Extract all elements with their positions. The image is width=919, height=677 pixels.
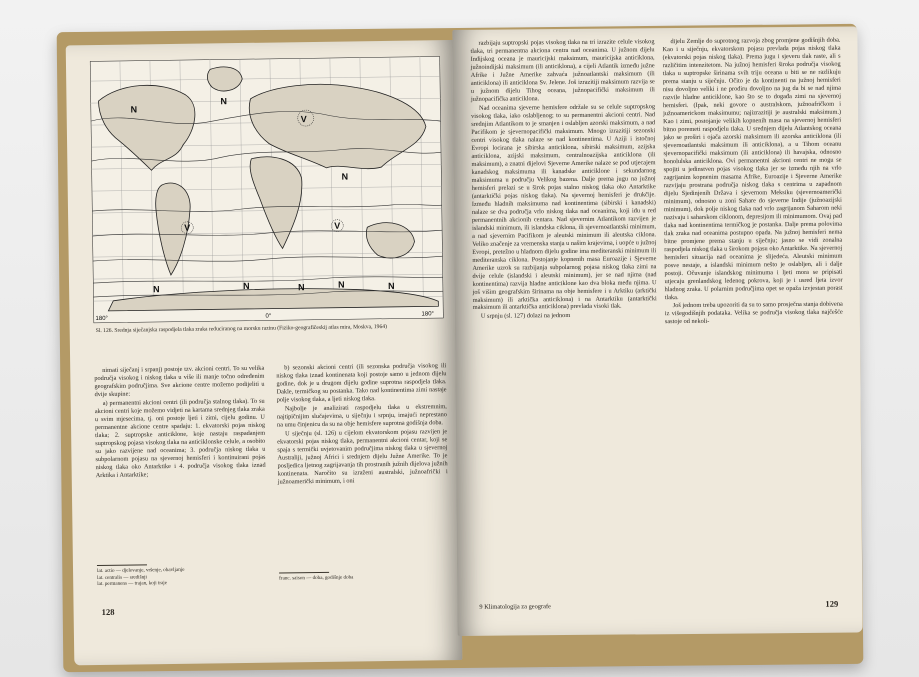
figure-caption: Sl. 126. Srednja siječanjska raspodjela tlaka zraka reduciranog na morsku razinu (Fiziko-geografičeskij atlas mira, Moskva, 1964) <box>95 323 387 335</box>
longitude-label: 180° <box>421 311 434 318</box>
page-number-left: 128 <box>101 606 115 618</box>
pressure-letter: N <box>220 96 228 107</box>
paragraph: U siječnju (sl. 126) u cijelom ekvatorskom pojasu razvijen je ekvatorski pojas niskog tlaka, permanentni akcioni centar, koji se spaja s termički uvjetovanim područjima niskog tlaka u sjevernoj Australiji, južnoj Africi i srednjem dijelu Južne Amerike. To je posljedica ljetnog zagrijavanja tih prostranih južnih dijelova južnih kontinenata. Naročito su izraženi australski, južnoafrički i južnoamerički minimum, i oni <box>277 428 448 486</box>
paragraph: U srpnju (sl. 127) dolazi na jednom <box>480 312 571 321</box>
pressure-letter: N <box>130 104 138 115</box>
page-number-right: 129 <box>825 598 839 609</box>
paragraph: razbijaju suptropski pojas visokog tlaka na tri izrazite celule visokog tlaka, tri permanentna akciona centra nad oceanima. U južnom dijelu Indijskog oceana je mauricijski maksimum, mauricijska anticiklona, južnoindijski maksimum (ili anticiklona), a cijeli Atlantik između južne Afrike i Južne Amerike zahvaća južnoatlantski maksimum (ili anticiklona) ili anticiklona Sv. Jelene. Još izrazitiji maksimum razvija se u južnom dijelu Tihog oceana, južnopacifički maksimum ili južnopacifička anticiklona. <box>470 38 655 103</box>
paragraph: dijelu Zemlje do suprotnog razvoja zbog promjene godišnjih doba. Kao i u siječnju, ekvatorskom pojasu prevlada pojas niskog tlaka (ekvatorski pojas niskog tlaka). Prema jugu i sjeveru tlak raste, ali s različitim intenzitetom. Na južnoj hemisferi široka područja visokog tlaka u suptropske širinama svih triju oceana u biti se ne razlikuju prema stanju u siječnju. Očito je da kontinenti na južnoj hemisferi nisu dovoljno veliki i ne prodiru dovoljno na jug da bi se nad njima razvile hladne anticiklone, kao što se to događa zimi na sjevernoj hemisferi. (Ipak, neki govore o australskom, južnoafričkom i južnoamerickom maksimumu; najizrazitiji je australski maksimum.) Kao i zimi, postojanje velikih kopnenih masa na sjevernoj hemisferi bitno poremeti raspodjelu tlaka. U srednjem dijelu Atlantskog oceana jako se proširi i ojača azorski maksimum ili azorska anticiklona (ili sjevernoatlantski maksimum ili anticiklona), a u Tihom oceanu sjevernopacifički maksimum (ili anticiklona) ili havajska, odnosno honolulska anticiklona. Ovi permanentni akcioni centri ne mogu se spojiti u jedinstven pojas visokog tlaka jer se između njih na vrlo zagrijanim kopnenim masama Afrike, Euroazije i Sjeverne Amerike razvijaju prostrana područja niskog tlaka s centrima u zapadnom dijelu Sjedinjenih Država i sjevernom Meksiku (sjevernoamerički minimum), odnosno u zoni Sahare do sjeverne Indije (južnoazijski minimum), dok polje niskog tlaka nad vrlo zagrijanom Saharom neki nazivaju i saharskom ciklonom, depresijom ili minimumom. Ovaj pad tlaka nad kontinentima termičkog je postanka. Dalje prema polovima tlak zraka nad oceanima postupno opada. Na južnoj hemisferi nema bitne promjene prema stanju u siječnju; jasno se vidi zonalna raspodjela niskog tlaka u širokom pojasu oko Antarktike. Na sjevernoj hemisferi situacija nad oceanima je slijedeća. Aleutski minimum posve nestaje, a islandski minimum nešto je oslabljen, ali i dalje postoji. Očuvanje islandskog minimuma i ljeti mora se pripisati utjecaju grenlandskog ledenog pokrova, koji je i usred ljeta izvor hladnog zraka. U polarnim područjima opet se opaža izvjestan porast tlaka. <box>662 36 843 301</box>
pressure-letter: V <box>334 220 341 231</box>
pressure-letter: V <box>300 114 307 125</box>
paragraph: Nad oceanima sjeverne hemisfere održale su se celule suptropskog visokog tlaka, iako oslabljenog; to su permanentni akcioni centri. Nad srednjim Atlantikom to je smanjen i oslabljen azorski maksimum, a nad Pacifikom je sjevernopacifički maksimum. Mnogo izrazitiji sezonski centri visokog tlaka nalaze se nad kontinentima. U Aziji i istočnoj Evropi locirana je sibirska anticiklona, sibirski maksimum, azijska anticiklona, azijski maksimum, centralnoazijska anticiklona (ili maksimum), a znatni dijelovi Sjeverne Amerike nalaze se pod utjecajem kanadskog maksimuma ili kanadske anticiklone i sekundarnog maksimuma u području Velikog bazena. Dalje prema jugu na južnoj hemisferi prelazi se u širok pojas stalno niskog tlaka oko Antarktike (antarktički pojas niskog tlaka). Na sjevernoj hemisferi je drukčije. Između hladnih maksimuma nad kontinentima (sibirski i kanadski) nalaze se dva područja vrlo niskog tlaka nad oceanima, koji idu u red permanentnih akcionih centara. Nad sjevernim Atlantikom razvijen je islandski minimum, ili islandska ciklona, ili sjevernoatlantski minimum, a nad sjevernim Pacifikom je aleutski minimum ili aleutska ciklona. Veliko značenje za vremenska stanja u našim krajevima, i uopće u južnoj Evropi, pretežno u hladnom dijelu godine ima mediteranski minimum ili mediteranska ciklona. Postojanje kopnenih masa Euroazije i Sjeverne Amerike uzrok su razbijanja subpolarnog pojasa niskog tlaka zimi na dvije celule (islandski i aleutski minimum), jer se nad njima (nad kontinentima) razvija hladne anticiklone kao dva bloka među njima. U još višim geografskim širinama na obje hemisfere i u Arktiku (arktički maksimum) ili arktička anticiklona) i na Antarktiku (antarktički maksimum ili antarktička anticiklona) prevlada visoki tlak. <box>471 103 657 312</box>
longitude-label: 180° <box>95 315 108 323</box>
footnote: lat. permanens — trajan, koji traje <box>97 580 168 588</box>
longitude-label: 0° <box>265 313 272 320</box>
footnotes-col1 <box>97 566 267 588</box>
right-column-1 <box>470 38 659 595</box>
left-column-2 <box>276 362 449 554</box>
paragraph: b) sezonski akcioni centri (ili sezonska područja visokog ili niskog tlaka iznad kontinenata koji postoje samo u jednom dijelu godine, dok je u drugom dijelu godine suprotna raspodjela tlaka. Dakle, termičkog su postanka. Tako nad kontinentima zimi nastaje polje visokog tlaka, a ljeti niskog tlaka. <box>276 362 447 404</box>
left-column-1 <box>94 365 267 557</box>
pressure-letter: N <box>298 282 305 293</box>
right-column-2 <box>662 37 845 594</box>
pressure-map <box>90 56 444 323</box>
paragraph: Još jednom treba upozoriti da su to samo prosječna stanja dobivena iz višegodišnjih podataka. Velika se područja visokog tlaka najčešće sastoje od nekoli- <box>664 301 843 326</box>
paragraph: a) permanentni akcioni centri (ili područja stalnog tlaka). To su akcioni centri koje možemo vidjeti na kartama srednjeg tlaka zraka u svim mjesecima, tj. oni postoje ljeti i zimi, cijelu godinu. U permanentne akcione centre spadaju: 1. ekvatorski pojas niskog tlaka; 2. suptropske anticiklone, koje nastaju raspadanjem suptropskog pojasa visokog tlaka na anticiklonske celule, a osobito su jako razvijene nad oceanima; 3. područja niskog tlaka u subpolarnom pojasu na sjevernoj hemisferi i kontinuirani pojas niskog tlaka oko Antarktike i 4. područja visokog tlaka iznad Arktika i Antarktike; <box>94 397 266 479</box>
pressure-letter: N <box>338 279 345 290</box>
paragraph: Najbolje je analizirati raspodjelu tlaka u ekstremnim, najtipičnijim slučajevima, u siječnju i srpnju, imajući neprestano na umu činjenicu da su na obje hemisfere suprotna godišnja doba. <box>276 403 447 429</box>
footnote-rule <box>97 564 147 566</box>
footnote: lat. actio — djelovanje, vršenje, obavljanje <box>97 566 185 575</box>
pressure-letter: N <box>153 284 160 295</box>
pressure-letter: V <box>184 222 191 233</box>
footnote-rule <box>279 572 329 574</box>
pressure-letter: N <box>388 280 395 291</box>
right-page <box>452 26 862 636</box>
pressure-letter: N <box>243 280 250 291</box>
footnote: lat. centralis — središnji <box>97 573 147 581</box>
paragraph: nimati siječanj i srpanj) postoje tzv. akcioni centri. To su velika područja visokog i niskog tlaka u više ili manje točno određenim geografskim područjima. Sve akcione centre možemo podijeliti u dvije skupine: <box>94 364 265 399</box>
footnote-col2: franc. saison — doba, godišnje doba <box>279 574 354 582</box>
left-page <box>66 40 463 665</box>
page-footer: 9 Klimatologija za geografe <box>479 603 551 611</box>
pressure-letter: N <box>341 171 349 182</box>
